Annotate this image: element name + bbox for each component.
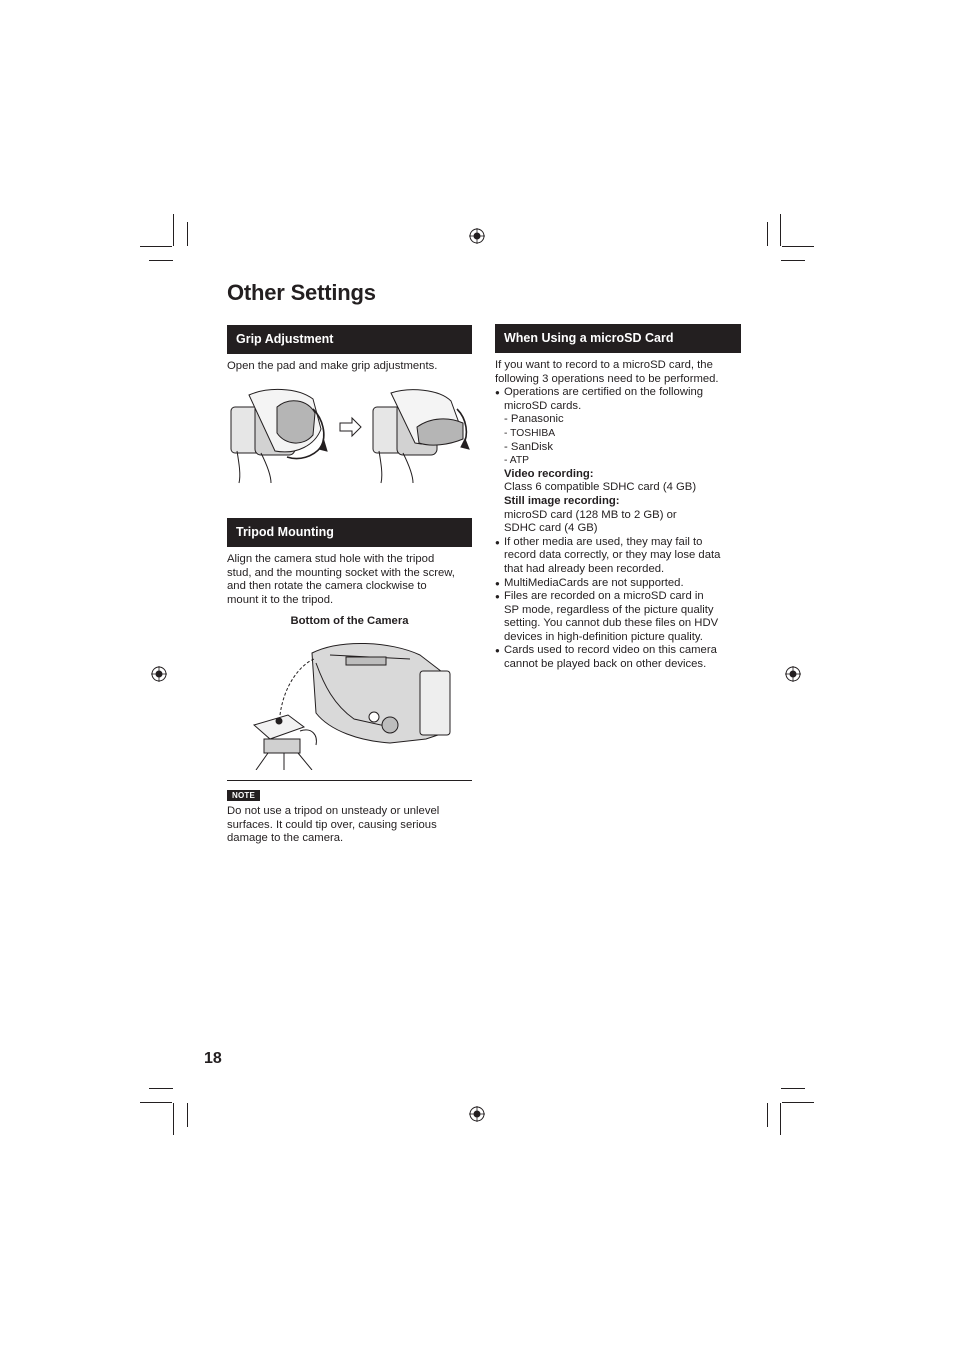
page-title: Other Settings	[227, 280, 376, 305]
dash-icon: -	[504, 413, 511, 426]
bullet-icon: ●	[495, 592, 500, 602]
list-item: ● Files are recorded on a microSD card in SP mode, regardless of the picture quality setting. You cannot dub these files on HDV devices in high-definition picture quality.	[495, 590, 719, 643]
registration-mark-icon	[469, 1106, 485, 1122]
bullet-icon: ●	[495, 578, 500, 588]
registration-mark-icon	[785, 666, 801, 682]
bullet-icon: ●	[495, 646, 500, 656]
note-badge: NOTE	[227, 790, 260, 801]
illustration-caption: Bottom of the Camera	[290, 615, 409, 627]
list-item: ● Cards used to record video on this camera cannot be played back on other devices.	[495, 644, 717, 671]
registration-mark-icon	[151, 666, 167, 682]
bullet-icon: ●	[495, 388, 500, 398]
tripod-mounting-text: Align the camera stud hole with the tripod stud, and the mounting socket with the screw, and then rotate the camera clockwise to mount it to the tripod.	[227, 553, 455, 606]
note-text: Do not use a tripod on unsteady or unlevel surfaces. It could tip over, causing serious damage to the camera.	[227, 805, 440, 845]
grip-adjustment-illustration	[227, 383, 472, 485]
list-item: ● MultiMediaCards are not supported.	[495, 576, 684, 589]
tripod-mounting-illustration	[250, 635, 455, 770]
list-item: ● Operations are certified on the following microSD cards. - Panasonic - TOSHIBA - SanDisk - ATP Video recording: Class 6 compatible SDHC card (4 GB) Still image recording: microSD card (128 MB to 2 GB) or SDHC card (4 GB)	[495, 386, 704, 535]
grip-adjustment-heading: Grip Adjustment	[227, 325, 472, 354]
registration-mark-icon	[469, 228, 485, 244]
divider	[227, 780, 472, 781]
grip-adjustment-text: Open the pad and make grip adjustments.	[227, 360, 438, 372]
bullet-icon: ●	[495, 537, 500, 547]
dash-icon: -	[504, 440, 511, 453]
list-item: ● If other media are used, they may fail to record data correctly, or they may lose data that had already been recorded.	[495, 535, 721, 575]
microsd-heading: When Using a microSD Card	[495, 324, 741, 353]
dash-icon: -	[504, 427, 511, 439]
microsd-body: If you want to record to a microSD card, the following 3 operations need to be performed. ● Operations are certified on the following microSD cards. - Panasonic - TOSHIBA - SanDisk - ATP Video recording: Class 6 compatible SDHC card (4 GB) Still image recording: microSD card (128 MB to 2 GB) or SDHC card (4 GB) ● If other media are used, they may fail to record data correctly, or they may lose data that had already been recorded. ● MultiMediaCards are not supported. ● Files are recorded on a microSD card in SP mode, regardless of the picture quality setting. You cannot dub these files on HDV devices in high-definition picture quality. ● Cards used to record video on this camera cannot be played back on other devices.	[495, 359, 743, 672]
page-number: 18	[204, 1050, 222, 1067]
tripod-mounting-heading: Tripod Mounting	[227, 518, 472, 547]
dash-icon: -	[504, 455, 510, 467]
